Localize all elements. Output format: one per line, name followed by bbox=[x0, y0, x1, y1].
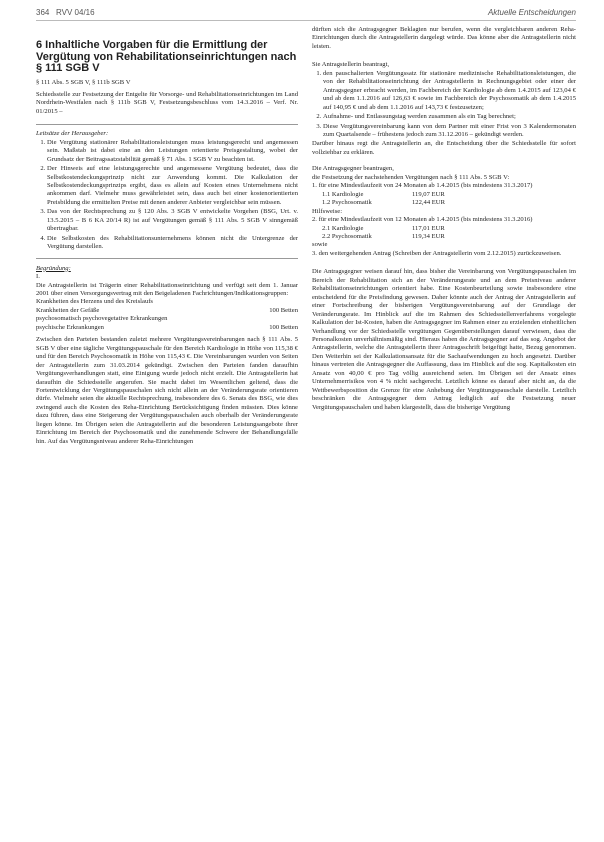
norms: § 111 Abs. 5 SGB V, § 111b SGB V bbox=[36, 78, 131, 86]
page-number-journal: 364 RVV 04/16 bbox=[36, 8, 95, 17]
leitsatz-item: 4. Die Selbstkosten des Rehabilitationsunternehmens können nicht die Untergrenze der Vergütung darstellen. bbox=[47, 235, 298, 252]
right-column bbox=[312, 26, 576, 416]
antrag-item: 1. den pauschalierten Vergütungssatz für stationäre medizinische Rehabilitationsleistungen, die von der Rehabilitationseinrichtung der Antragstellerin in Rechnungsgebiet oder einer der Antragsgegner erbracht werden, im Fachbereich der Kardiologie ab dem 1.4.2015 auf 123,04 € und ab dem 1.1.2016 auf 126,63 € sowie im Fachbereich der Psychosomatik ab dem 1.4.2015 auf 140,95 € und ab dem 1.1.2016 auf 143,73 € festzusetzen; bbox=[323, 70, 576, 112]
table-row: 1.2 Psychosomatik 122,44 EUR bbox=[322, 199, 445, 207]
antrag-item: 2. Aufnahme- und Entlassungstag werden zusammen als ein Tag berechnet; bbox=[323, 113, 576, 121]
paragraph: Die Antragsgegner weisen darauf hin, dass bisher die Vereinbarung von Vergütungspauschalen im Bereich der Rehabilitation sich an der Veränderungsrate und an dem Preisniveau anderer Rehabilitationseinrichtungen orientiert habe. Eine Kostenbeurteilung sowie insbesondere eine entscheidend für die Preisfindung gewesen. Daher könnte auch der Antrag der Antragstellerin auf einer Fortschreibung der bisherigen Vergütungsvereinbarung auf der Grundlage der Veränderungsrate. Im Hinblick auf die im Rahmen des Schiedsstellenverfahrens vorgelegte Kalkulation der Ist-Kosten, haben die Antragsgegner im Rahmen einer zu erzielenden einheitlichen Verhandlung vor der Schiedsstelle vergütungen Gegenüberstellungen darauf verwiesen, dass die Personalkosten unverhältnismäßig sind. Hieraus haben die Antragsgegner auf das sog. Angebot der Antragstellerin, welche die Antragstellerin ihrer Antragsschrift beigefügt hatte, Bezug genommen. Den Weiterhin sei der Kalkulationsansatz für die Sachaufwendungen zu hoch angesetzt. Darüber hinaus vertreten die Antragsgegner die Auffassung, dass im Hinblick auf die sog. Kapitalkosten ein Ansatz von 40,00 € pro Tag völlig ausreichend seien. Im Übrigen sei der Ansatz eines Unternehmerrisikos von 4 % nicht sachgerecht. Letztlich könne es darauf aber nicht an, da die Wettbewerbsposition die Grenze für eine Anhebung der Vergütungspauschale darstelle. Letztlich beschränken die Antragsgegner dem Antrag lediglich auf die Festsetzung neuer Vergütungspauschalen und haben klargestellt, dass die bisherige Vergütung bbox=[312, 268, 576, 411]
beds-table bbox=[36, 307, 298, 332]
gegner-lead: die Festsetzung der nachstehenden Vergütungen nach § 111 Abs. 5 SGB V: bbox=[312, 173, 510, 181]
begruendung-heading: Begründung: bbox=[36, 264, 71, 272]
article-title: 6 Inhaltliche Vorgaben für die Ermittlung der Vergütung von Rehabilitationseinrichtungen nach § 111 SGB V bbox=[36, 39, 297, 74]
leitsaetze-list bbox=[36, 139, 298, 252]
header-rule bbox=[36, 20, 576, 21]
gegner-item: 2. für eine Mindestlaufzeit von 12 Monaten ab 1.4.2015 (bis mindestens 31.3.2016) bbox=[312, 216, 533, 224]
running-header bbox=[36, 8, 576, 20]
table-row: psychosomatisch psychovegetative Erkrankungen bbox=[36, 315, 168, 323]
gegner-intro: Die Antragsgegner beantragen, bbox=[312, 165, 394, 173]
antrag-list bbox=[312, 70, 576, 140]
leitsatz-item: 2. Der Hinweis auf eine leistungsgerechte und angemessene Vergütung bedeutet, dass die Selbstkostendeckungsprinzip nicht zur Anwendung kommt. Die Kalkulation der Selbstkostendeckungsprinzips ergibt, dass es allein auf Kosten eines Unternehmens nicht ankommen darf. Vielmehr muss gewährleistet sein, dass auch bei einer kostenorientierten Preisbildung die ermittelten Preise mit denen anderer Anbieter vergleichbar sein müssen. bbox=[47, 165, 298, 207]
left-column bbox=[36, 26, 298, 450]
paragraph: Darüber hinaus regt die Antragstellerin an, die Entscheidung über die Schiedsstelle für sofort vollziehbar zu erklären. bbox=[312, 140, 576, 156]
rates-table-1 bbox=[312, 191, 576, 208]
antrag-intro: Sie Antragstellerin beantragt, bbox=[312, 61, 390, 69]
leitsatz-item: 1. Die Vergütung stationärer Rehabilitationsleistungen muss leistungsgerecht und angemessen sein. Maßstab ist dabei eine an den Leistungen orientierte Preisgestaltung, wobei der Grundsatz der Beitragssatzstabilität gemäß § 71 Abs. 1 SGB V zu beachten ist. bbox=[47, 139, 298, 164]
leitsatz-item: 3. Das von der Rechtsprechung zu § 120 Abs. 3 SGB V entwickelte Vorgehen (BSG, Urt. v. 13.5.2015 – B 6 KA 20/14 R) ist auf Vergütungen gemäß § 111 Abs. 5 SGB V sinngemäß übertragbar. bbox=[47, 208, 298, 233]
section-roman: I. bbox=[36, 273, 40, 281]
hilfsweise: Hilfsweise: bbox=[312, 207, 343, 215]
rates-table-2 bbox=[312, 225, 576, 242]
leitsaetze-box bbox=[36, 124, 298, 258]
paragraph: dürften sich die Antragsgegner Beklagten nur berufen, wenn die vergleichbaren anderen Reha-Einrichtungen durch die Antragstellerin dargelegt würde. Das könne aber die Antragstellerin nicht leisten. bbox=[312, 26, 576, 50]
paragraph: Die Antragstellerin ist Trägerin einer Rehabilitationseinrichtung und verfügt seit dem 1. Januar 2001 über einen Versorgungsvertrag mit den Beigeladenen Fachrichtungen/Indikationsgruppen: bbox=[36, 281, 298, 298]
table-row: 1.1 Kardiologie 119,07 EUR bbox=[322, 190, 445, 198]
table-row: 2.1 Kardiologie 117,01 EUR bbox=[322, 224, 445, 232]
table-row: 2.2 Psychosomatik 119,34 EUR bbox=[322, 232, 445, 240]
gegner-item: 3. den weitergehenden Antrag (Schreiben der Antragstellerin vom 2.12.2015) zurückzuweisen. bbox=[312, 249, 562, 257]
table-title: Krankheiten des Herzens und des Kreislaufs bbox=[36, 298, 154, 306]
table-row: psychische Erkrankungen 100 Betten bbox=[36, 323, 298, 331]
gegner-item: 1. für eine Mindestlaufzeit von 24 Monaten ab 1.4.2015 (bis mindestens 31.3.2017) bbox=[312, 182, 533, 190]
antrag-item: 3. Diese Vergütungsvereinbarung kann von dem Partner mit einer Frist von 3 Kalendermonaten zum Quartalsende – frühestens jedoch zum 31.12.2016 – gekündigt werden. bbox=[323, 123, 576, 140]
table-row: Krankheiten der Gefäße 100 Betten bbox=[36, 306, 298, 314]
leitsaetze-heading: Leitsätze der Herausgeber: bbox=[36, 130, 109, 138]
sowie: sowie bbox=[312, 241, 328, 249]
decision-reference: Schiedsstelle zur Festsetzung der Entgelte für Vorsorge- und Rehabilitationseinrichtungen im Land Nordrhein-Westfalen nach § 111b SGB V, Festsetzungsbeschluss vom 14.3.2016 – Verf. Nr. 01/2015 – bbox=[36, 90, 298, 115]
section-name: Aktuelle Entscheidungen bbox=[487, 8, 576, 17]
paragraph: Zwischen den Parteien bestanden zuletzt mehrere Vergütungsvereinbarungen nach § 111 Abs. 5 SGB V über eine tägliche Vergütungspauschale für den Bereich Kardiologie in Höhe von 115,38 € und für den Bereich Psychosomatik in Höhe von 115,43 €. Die Vereinbarungen wurden von Seiten der Antragstellerin zum 31.03.2014 gekündigt. Zwischen den Parteien fanden daraufhin Vergütungsverhandlungen statt, eine Einigung wurde jedoch nicht erzielt. Die Antragstellerin hat daraufhin die Schiedsstelle angerufen. Sie macht dabei im Wesentlichen geltend, dass die Fortentwicklung der Vergütungspauschalen sich nicht allein an der Veränderungsrate orientieren dürfe. Vielmehr seien die aktuelle Rechtsprechung, insbesondere des 6. Senats des BSG, wie dies zwingend auch die Kosten des Reha-Einrichtung Berücksichtigung finden müssten. Dies könne dazu führen, dass eine Steigerung der Vergütungspauschalen auch oberhalb der Veränderungsrate liegen könne. Im Übrigen seien die Antragstellerin auf die besonderen Leistungsangebote ihrer Einrichtung im Bereich der Psychosomatik und die zunehmende Schwere der Behandlungsfälle hin. Auf das Vergütungsniveau anderer Reha-Einrichtungen bbox=[36, 336, 298, 445]
